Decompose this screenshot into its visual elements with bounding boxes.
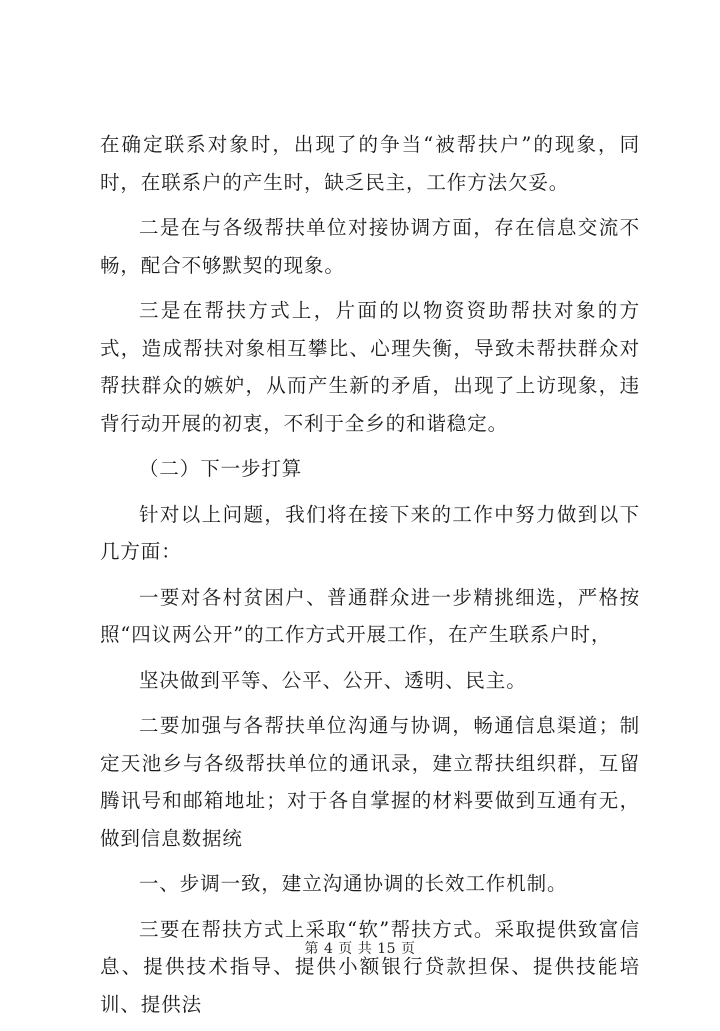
paragraph-7: 坚决做到平等、公平、公开、透明、民主。 xyxy=(139,668,527,692)
paragraph-3: 三是在帮扶方式上，片面的以物资资助帮扶对象的方式，造成帮扶对象相互攀比、心理失衡，导致未帮扶群众对帮扶群众的嫉妒，从而产生新的矛盾，出现了上访现象，违背行动开展的初衷，不利于全乡的和谐稳定。 xyxy=(100,299,640,435)
paragraph-2: 二是在与各级帮扶单位对接协调方面，存在信息交流不畅，配合不够默契的现象。 xyxy=(100,216,640,277)
page-footer: 第 4 页 共 15 页 xyxy=(304,941,416,957)
paragraph-1: 在确定联系对象时，出现了的争当“被帮扶户”的现象，同时，在联系户的产生时，缺乏民主，工作方法欠妥。 xyxy=(100,133,640,194)
paragraph-10: 三要在帮扶方式上采取“软”帮扶方式。采取提供致富信息、提供技术指导、提供小额银行贷款担保、提供技能培训、提供法 xyxy=(100,917,640,1016)
body-text xyxy=(100,126,640,1031)
paragraph-8: 二要加强与各帮扶单位沟通与协调，畅通信息渠道；制定天池乡与各级帮扶单位的通讯录，建立帮扶组织群，互留腾讯号和邮箱地址；对于各自掌握的材料要做到互通有无，做到信息数据统 xyxy=(100,714,640,850)
paragraph-9: 一、步调一致，建立沟通协调的长效工作机制。 xyxy=(139,872,568,895)
paragraph-5: 针对以上问题，我们将在接下来的工作中努力做到以下几方面： xyxy=(100,502,640,563)
section-heading: （二）下一步打算 xyxy=(139,457,303,480)
paragraph-6: 一要对各村贫困户、普通群众进一步精挑细选，严格按照“四议两公开”的工作方式开展工作，在产生联系户时， xyxy=(100,585,640,646)
